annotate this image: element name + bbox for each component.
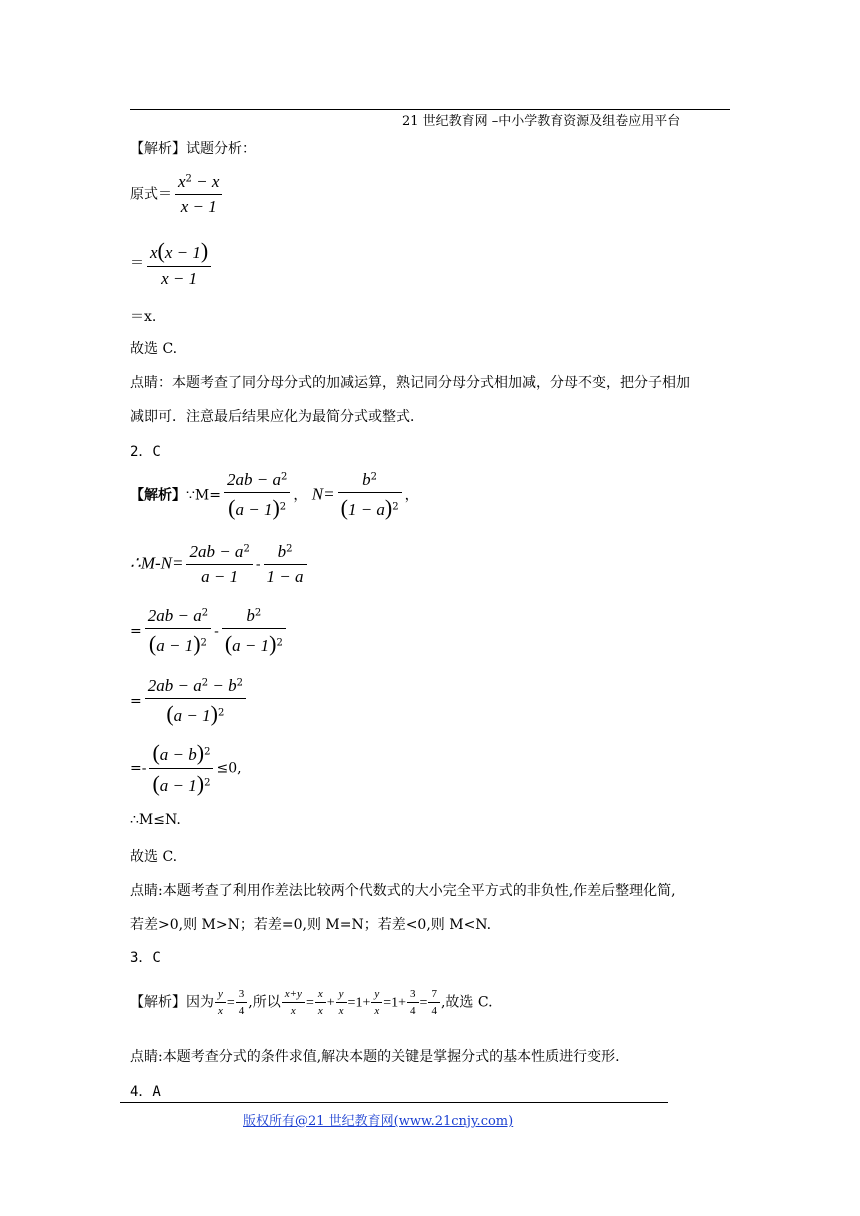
fraction: $\frac{3}{4}$: [407, 988, 419, 1017]
fraction: $\frac{(a - b)^2}{(a - 1)^2}$: [149, 740, 213, 797]
fraction: $\frac{2ab - a^2 - b^2}{(a - 1)^2}$: [145, 676, 246, 727]
fraction: $\frac{x(x - 1)}{x - 1}$: [147, 238, 211, 289]
fraction: $\frac{y}{x}$: [336, 988, 347, 1017]
q2-line3: = $\frac{2ab - a^2}{(a - 1)^2}$ - $\frac{b^2}{(a - 1)^2}$: [130, 606, 289, 657]
fraction: $\frac{y}{x}$: [215, 988, 226, 1017]
fraction: $\frac{2ab - a^2}{(a - 1)^2}$: [224, 470, 290, 521]
q3-number: 3．C: [130, 950, 161, 966]
q2-conclusion: ∴M≤N.: [130, 812, 181, 828]
q1-step2: ＝ $\frac{x(x - 1)}{x - 1}$: [130, 238, 214, 289]
fraction: $\frac{b^2}{(a - 1)^2}$: [222, 606, 286, 657]
q1-step1-prefix: 原式＝: [130, 186, 172, 203]
fraction: $\frac{x^2 - x}{x - 1}$: [175, 172, 222, 217]
q2-line4: = $\frac{2ab - a^2 - b^2}{(a - 1)^2}$: [130, 676, 249, 727]
fraction: $\frac{3}{4}$: [236, 988, 248, 1017]
q2-number: 2．C: [130, 444, 161, 460]
fraction: $\frac{b^2}{1 - a}$: [264, 542, 307, 587]
fraction: $\frac{y}{x}$: [371, 988, 382, 1017]
fraction: $\frac{2ab - a^2}{a - 1}$: [186, 542, 252, 587]
q1-comment-line1: 点睛：本题考查了同分母分式的加减运算，熟记同分母分式相加减，分母不变，把分子相加: [130, 375, 690, 391]
q2-line2: ∴M-N= $\frac{2ab - a^2}{a - 1}$ - $\frac{b^2}{1 - a}$: [130, 542, 310, 587]
q1-analysis-label: 【解析】试题分析：: [130, 141, 256, 157]
q2-answer: 故选 C.: [130, 849, 178, 865]
fraction: $\frac{7}{4}$: [428, 988, 440, 1017]
q1-step3: ＝x.: [130, 309, 157, 325]
q1-step1: [130, 172, 225, 217]
q1-comment-line2: 减即可．注意最后结果应化为最简分式或整式．: [130, 409, 424, 425]
footer-rule: [120, 1102, 668, 1103]
footer-copyright-link[interactable]: 版权所有@21 世纪教育网(www.21cnjy.com): [243, 1114, 514, 1129]
q1-answer: 故选 C.: [130, 341, 178, 357]
q4-number: 4．A: [130, 1084, 161, 1100]
q2-line5: =- $\frac{(a - b)^2}{(a - 1)^2}$ ≤0,: [130, 740, 242, 796]
q3-comment: 点睛:本题考查分式的条件求值,解决本题的关键是掌握分式的基本性质进行变形.: [130, 1049, 620, 1065]
page-header: 21 世纪教育网 –中小学教育资源及组卷应用平台: [402, 114, 681, 129]
q2-comment-line2: 若差>0,则 M>N；若差=0,则 M=N；若差<0,则 M<N.: [130, 917, 492, 933]
q2-line1: 【解析】∵M= $\frac{2ab - a^2}{(a - 1)^2}$ ， N= $\frac{b^2}{(1 - a)^2}$ ，: [130, 470, 419, 520]
q3-analysis: 【解析】因为 $\frac{y}{x}$ = $\frac{3}{4}$ ,所以 $\frac{x+y}{x}$ = $\frac{x}{x}$ + $\frac{y}{x}$ =1+ $\frac{y}{x}$ =1+ $\frac{3}{4}$ = $\frac{7}{4}$ ,故选 C.: [130, 988, 493, 1017]
fraction: $\frac{x}{x}$: [315, 988, 326, 1017]
fraction: $\frac{x+y}{x}$: [282, 988, 305, 1017]
fraction: $\frac{b^2}{(1 - a)^2}$: [338, 470, 402, 521]
fraction: $\frac{2ab - a^2}{(a - 1)^2}$: [145, 606, 211, 657]
q2-comment-line1: 点睛:本题考查了利用作差法比较两个代数式的大小完全平方式的非负性,作差后整理化简,: [130, 883, 676, 899]
